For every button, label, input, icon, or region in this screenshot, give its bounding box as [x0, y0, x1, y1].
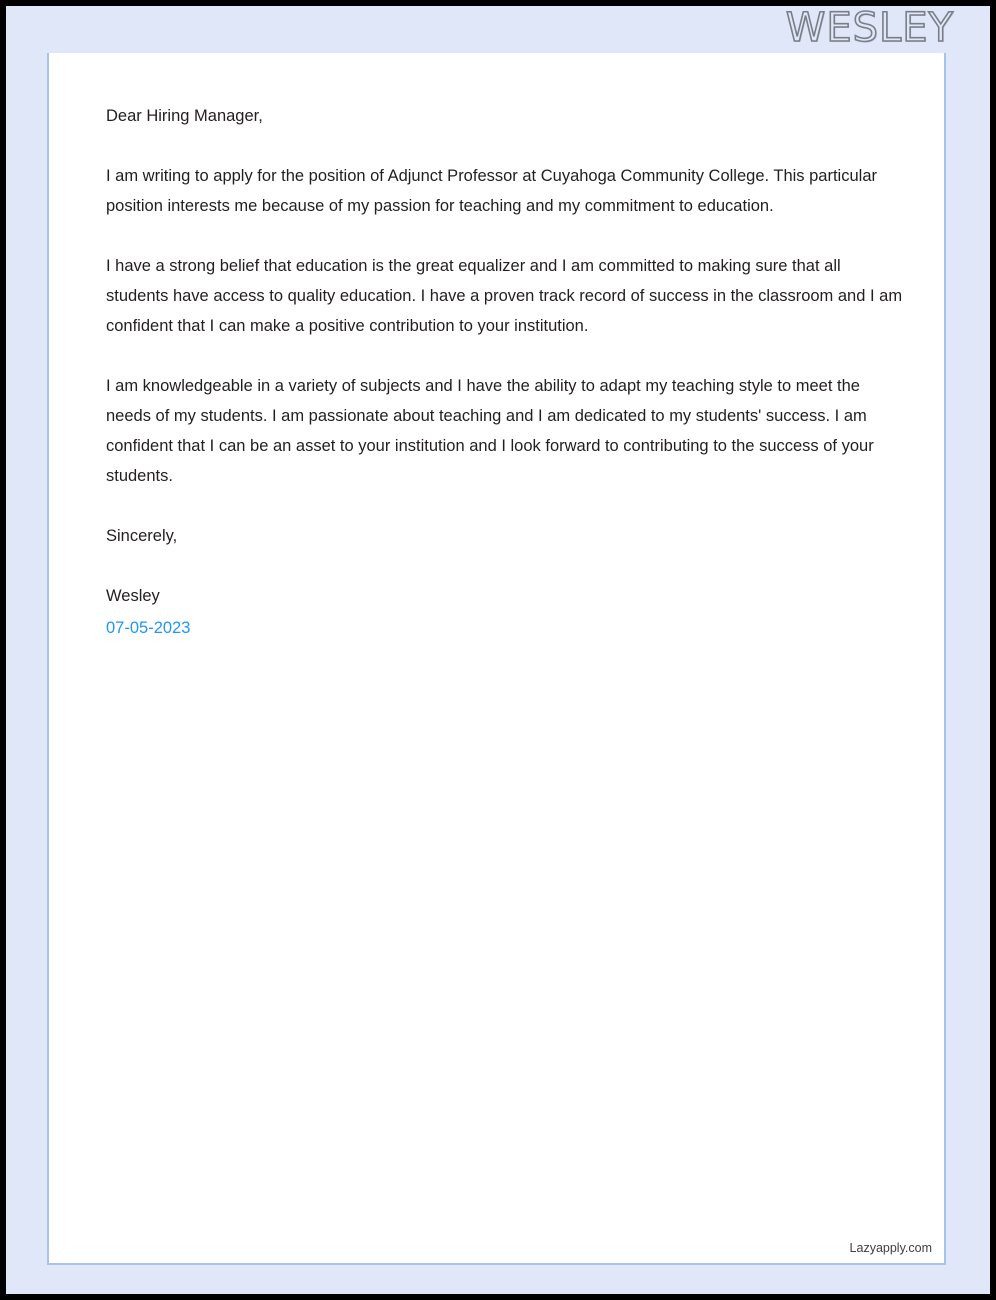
- footer-credit: Lazyapply.com: [849, 1241, 932, 1255]
- letter-date: 07-05-2023: [106, 619, 191, 637]
- letter-paragraph-2: I have a strong belief that education is the great equalizer and I am committed to making sure that all students have access to quality education. I have a proven track record of success in the classroom and I am confident that I can make a positive contribution to your institution.: [106, 257, 903, 335]
- letter-paragraph-3: I am knowledgeable in a variety of subjects and I have the ability to adapt my teaching style to meet the needs of my students. I am passionate about teaching and I am dedicated to my students' success. I am confident that I can be an asset to your institution and I look forward to contributing to the success of your students.: [106, 377, 874, 485]
- letterhead: [6, 6, 990, 53]
- letter-body: [106, 101, 906, 643]
- letter-page: [6, 6, 990, 1294]
- letterhead-name: WESLEY: [785, 5, 954, 51]
- closing-line: Sincerely,: [106, 527, 178, 545]
- salutation: Dear Hiring Manager,: [106, 107, 263, 125]
- signature-name: Wesley: [106, 587, 160, 605]
- letter-card: [47, 53, 946, 1265]
- letter-paragraph-1: I am writing to apply for the position of Adjunct Professor at Cuyahoga Community College. This particular position interests me because of my passion for teaching and my commitment to education.: [106, 167, 877, 215]
